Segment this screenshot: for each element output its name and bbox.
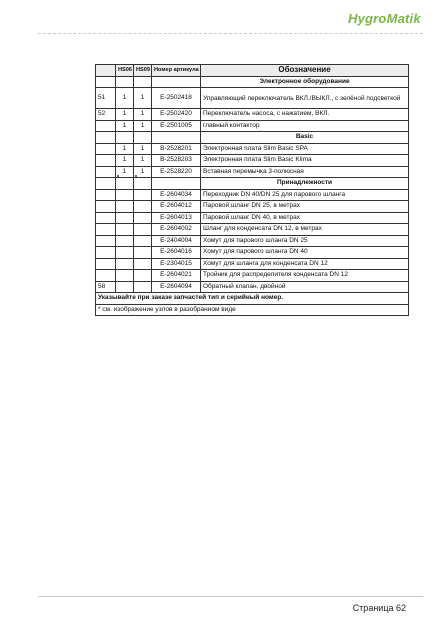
cell-article: E-2502418 [152,88,201,109]
cell-article: B-2528203 [152,155,201,167]
cell-name: Вставная перемычка 3-полюсная [201,166,409,178]
note-row [96,293,409,305]
table-row [96,247,409,259]
cell-name: Переходник DN 40/DN 25 для парового шланга [201,189,409,201]
cell-pos [96,143,116,155]
section-electric: Электронное оборудование [201,76,409,88]
cell-hs06: 1 [116,155,134,167]
cell-hs06: 1 [116,166,134,178]
cell-article: E-2404004 [152,235,201,247]
cell-hs09 [134,281,152,293]
page-number: Страница 62 [352,603,406,613]
cell-hs06 [116,224,134,236]
cell-hs06 [116,189,134,201]
cell-hs06 [116,258,134,270]
cell-article: E-2502420 [152,109,201,121]
exploded-view-note: * см. изображение узлов в разобранном виде [96,304,409,316]
cell-name: Электронная плата Slim Basic Klima [201,155,409,167]
cell-name: Паровой шланг DN 25, в метрах [201,201,409,213]
table-row [96,109,409,121]
cell-hs06: 1 [116,120,134,132]
col-hs06: HS06 [116,65,134,77]
cell-pos [96,212,116,224]
cell-article: E-2604013 [152,212,201,224]
cell-pos: 52 [96,109,116,121]
cell-article: E-2604016 [152,247,201,259]
table-row [96,258,409,270]
cell-article: B-2528201 [152,143,201,155]
col-article: Номер артикула [152,65,201,77]
cell-pos [96,120,116,132]
cell-hs09: 1 [134,88,152,109]
table-row [96,270,409,282]
cell-hs06 [116,212,134,224]
table-row [96,189,409,201]
table-row [96,166,409,178]
cell-hs06 [116,235,134,247]
cell-hs09 [134,258,152,270]
cell-article: E-2604002 [152,224,201,236]
cell-name: Электронная плата Slim Basic SPA [201,143,409,155]
cell-pos [96,224,116,236]
cell-article: E-2604012 [152,201,201,213]
order-note: Указывайте при заказе запчастей тип и серийный номер. [96,293,409,305]
cell-article: E-2304015 [152,258,201,270]
cell-hs09 [134,235,152,247]
cell-name: Паровой шланг DN 40, в метрах [201,212,409,224]
table-header-row [96,65,409,77]
section-row [96,76,409,88]
logo-part2: Matik [386,11,421,26]
col-designation: Обозначение [201,65,409,77]
cell-hs06 [116,281,134,293]
cell-name: Хомут для шланга для конденсата DN 12 [201,258,409,270]
table-row [96,281,409,293]
cell-pos [96,155,116,167]
table-row [96,143,409,155]
cell-hs09 [134,270,152,282]
cell-article: E-2528220 [152,166,201,178]
table-row [96,235,409,247]
table-row [96,120,409,132]
cell-hs06: 1 [116,109,134,121]
hygromatik-logo [348,11,422,25]
logo-part1: Hygro [348,11,387,26]
spare-parts-table [95,64,409,316]
cell-pos: 58 [96,281,116,293]
col-position [96,65,116,77]
table-row [96,155,409,167]
cell-hs06 [116,270,134,282]
cell-pos [96,166,116,178]
table-row [96,212,409,224]
cell-hs09 [134,212,152,224]
cell-pos: 51 [96,88,116,109]
cell-pos [96,247,116,259]
cell-hs09: 1 [134,155,152,167]
cell-name: Хомут для парового шланга DN 40 [201,247,409,259]
cell-hs06 [116,201,134,213]
cell-name: Управляющий переключатель ВКЛ./ВЫКЛ., с зелёной подсветкой [201,88,409,109]
cell-hs09: 1 [134,120,152,132]
cell-name: Хомут для парового шланга DN 25 [201,235,409,247]
cell-name: Тройник для распределителя конденсата DN 12 [201,270,409,282]
table-row [96,88,409,109]
cell-hs09: 1 [134,166,152,178]
cell-article: E-2501005 [152,120,201,132]
footer-divider [38,596,423,597]
cell-hs09 [134,224,152,236]
cell-hs09 [134,201,152,213]
cell-pos [96,201,116,213]
table-row [96,224,409,236]
cell-name: Переключатель насоса, с нажатием, ВКЛ. [201,109,409,121]
cell-hs09 [134,247,152,259]
cell-article: E-2604094 [152,281,201,293]
cell-hs09: 1 [134,143,152,155]
note-row [96,304,409,316]
col-hs09: HS09 [134,65,152,77]
cell-pos [96,189,116,201]
section-basic: Basic [201,132,409,144]
cell-name: Шланг для конденсата DN 12, в метрах [201,224,409,236]
cell-name: Обратный клапан, двойной [201,281,409,293]
cell-hs06: 1 [116,143,134,155]
cell-hs06 [116,247,134,259]
cell-article: E-2604034 [152,189,201,201]
cell-pos [96,258,116,270]
section-row [96,132,409,144]
cell-name: главный контактор [201,120,409,132]
section-accessories: Принадлежности [201,178,409,190]
cell-pos [96,270,116,282]
section-row [96,178,409,190]
header-divider [38,33,423,34]
table-row [96,201,409,213]
cell-hs06: 1 [116,88,134,109]
cell-hs09 [134,189,152,201]
cell-hs09: 1 [134,109,152,121]
cell-pos [96,235,116,247]
cell-article: E-2604021 [152,270,201,282]
